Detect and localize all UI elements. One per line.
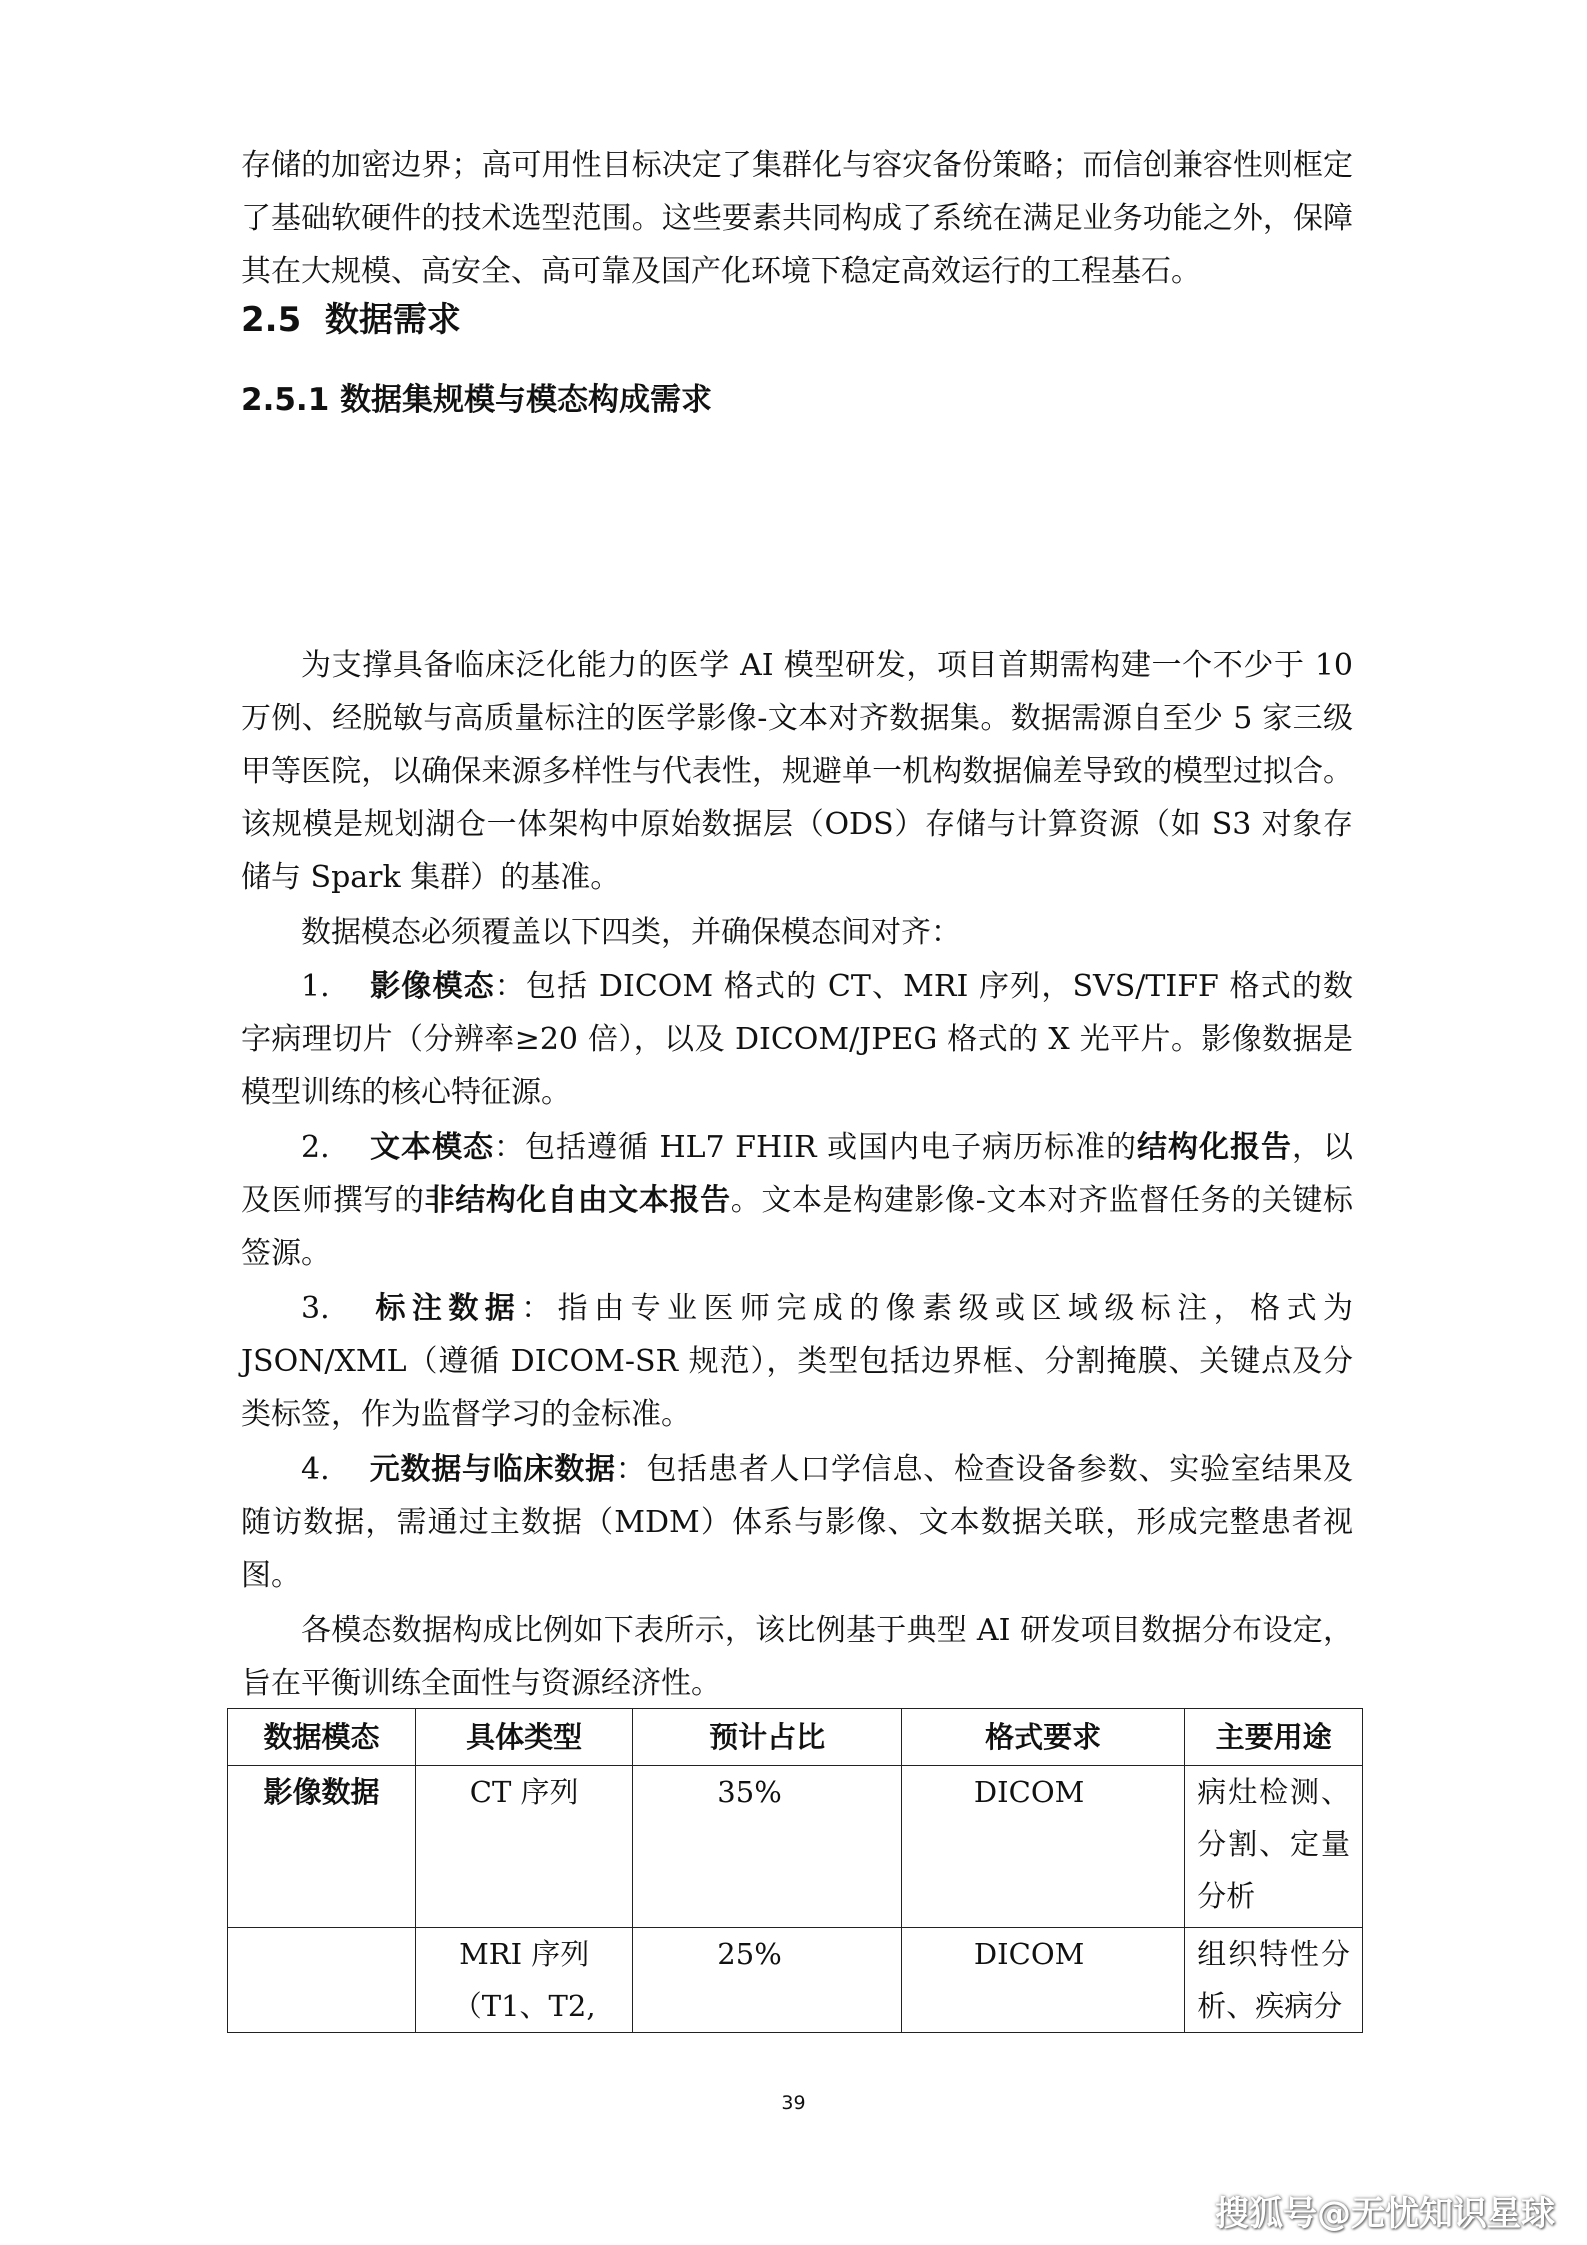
list-item-imaging (241, 960, 1353, 1119)
subsection-title: 数据集规模与模态构成需求 (340, 382, 713, 418)
subsection-number: 2.5.1 (241, 382, 330, 418)
table-cell: MRI 序列（T1、T2, (416, 1928, 633, 2033)
table-cell: 影像数据 (228, 1766, 416, 1928)
table-cell: DICOM (901, 1928, 1184, 2033)
list-bold-term: 非结构化自由文本报告 (424, 1183, 731, 1218)
list-label: 影像模态 (369, 969, 495, 1004)
section-title: 数据需求 (324, 300, 461, 340)
list-number: 3. (301, 1291, 330, 1326)
table-cell: CT 序列 (416, 1766, 633, 1928)
table-row (228, 1766, 1363, 1928)
list-text: ，以及医师撰写的 (241, 1130, 1354, 1218)
list-text: ：包括遵循 HL7 FHIR 或国内电子病历标准的 (493, 1130, 1138, 1165)
section-heading (241, 298, 461, 342)
watermark-text: 搜狐号@无忧知识星球 (1215, 2194, 1555, 2234)
intro-paragraph: 存储的加密边界；高可用性目标决定了集群化与容灾备份策略；而信创兼容性则框定了基础软硬件的技术选型范围。这些要素共同构成了系统在满足业务功能之外，保障其在大规模、高安全、高可靠及国产化环境下稳定高效运行的工程基石。 (241, 148, 1353, 289)
table-cell (228, 1928, 416, 2033)
table-header-cell: 具体类型 (416, 1709, 633, 1766)
table-cell: DICOM (901, 1766, 1184, 1928)
list-label: 元数据与临床数据 (369, 1452, 616, 1487)
list-item-annotation (241, 1282, 1353, 1441)
list-label: 文本模态 (369, 1130, 494, 1165)
subsection-heading (241, 378, 712, 422)
table-row (228, 1928, 1363, 2033)
list-item-metadata (241, 1443, 1353, 1602)
list-label: 标注数据 (369, 1291, 522, 1326)
list-item-text (241, 1121, 1353, 1280)
table-header-cell: 格式要求 (901, 1709, 1184, 1766)
table-header-row (228, 1709, 1363, 1766)
modality-ratio-table (227, 1708, 1363, 2033)
table-header-cell: 预计占比 (633, 1709, 902, 1766)
table-cell: 35% (633, 1766, 902, 1928)
paragraph-table-intro: 各模态数据构成比例如下表所示，该比例基于典型 AI 研发项目数据分布设定，旨在平衡训练全面性与资源经济性。 (241, 1613, 1353, 1701)
list-number: 2. (301, 1130, 330, 1165)
list-text: 。文本是构建影像-文本对齐监督任务的关键标签源。 (241, 1183, 1354, 1271)
table-cell: 组织特性分析、疾病分 (1185, 1928, 1363, 2033)
paragraph-modalities-intro: 数据模态必须覆盖以下四类，并确保模态间对齐： (301, 915, 961, 950)
table-cell: 病灶检测、分割、定量分析 (1185, 1766, 1363, 1928)
list-text: ：包括患者人口学信息、检查设备参数、实验室结果及随访数据，需通过主数据（MDM）体系与影像、文本数据关联，形成完整患者视图。 (241, 1452, 1353, 1593)
paragraph-dataset-scale: 为支撑具备临床泛化能力的医学 AI 模型研发，项目首期需构建一个不少于 10 万例、经脱敏与高质量标注的医学影像-文本对齐数据集。数据需源自至少 5 家三级甲等医院，以确保来源多样性与代表性，规避单一机构数据偏差导致的模型过拟合。该规模是规划湖仓一体架构中原始数据层（ODS）存储与计算资源（如 S3 对象存储与 Spark 集群）的基准。 (241, 648, 1353, 895)
table-header-cell: 主要用途 (1185, 1709, 1363, 1766)
list-text: ：包括 DICOM 格式的 CT、MRI 序列，SVS/TIFF 格式的数字病理切片（分辨率≥20 倍），以及 DICOM/JPEG 格式的 X 光平片。影像数据是模型训练的核心特征源。 (241, 969, 1353, 1110)
list-text: ：指由专业医师完成的像素级或区域级标注，格式为 JSON/XML（遵循 DICOM-SR 规范），类型包括边界框、分割掩膜、关键点及分类标签，作为监督学习的金标准。 (241, 1291, 1354, 1432)
page-number: 39 (781, 2092, 806, 2114)
table-header-cell: 数据模态 (228, 1709, 416, 1766)
section-number: 2.5 (241, 300, 302, 340)
list-number: 4. (301, 1452, 330, 1487)
list-bold-term: 结构化报告 (1137, 1130, 1293, 1165)
list-number: 1. (301, 969, 330, 1004)
table-cell: 25% (633, 1928, 902, 2033)
